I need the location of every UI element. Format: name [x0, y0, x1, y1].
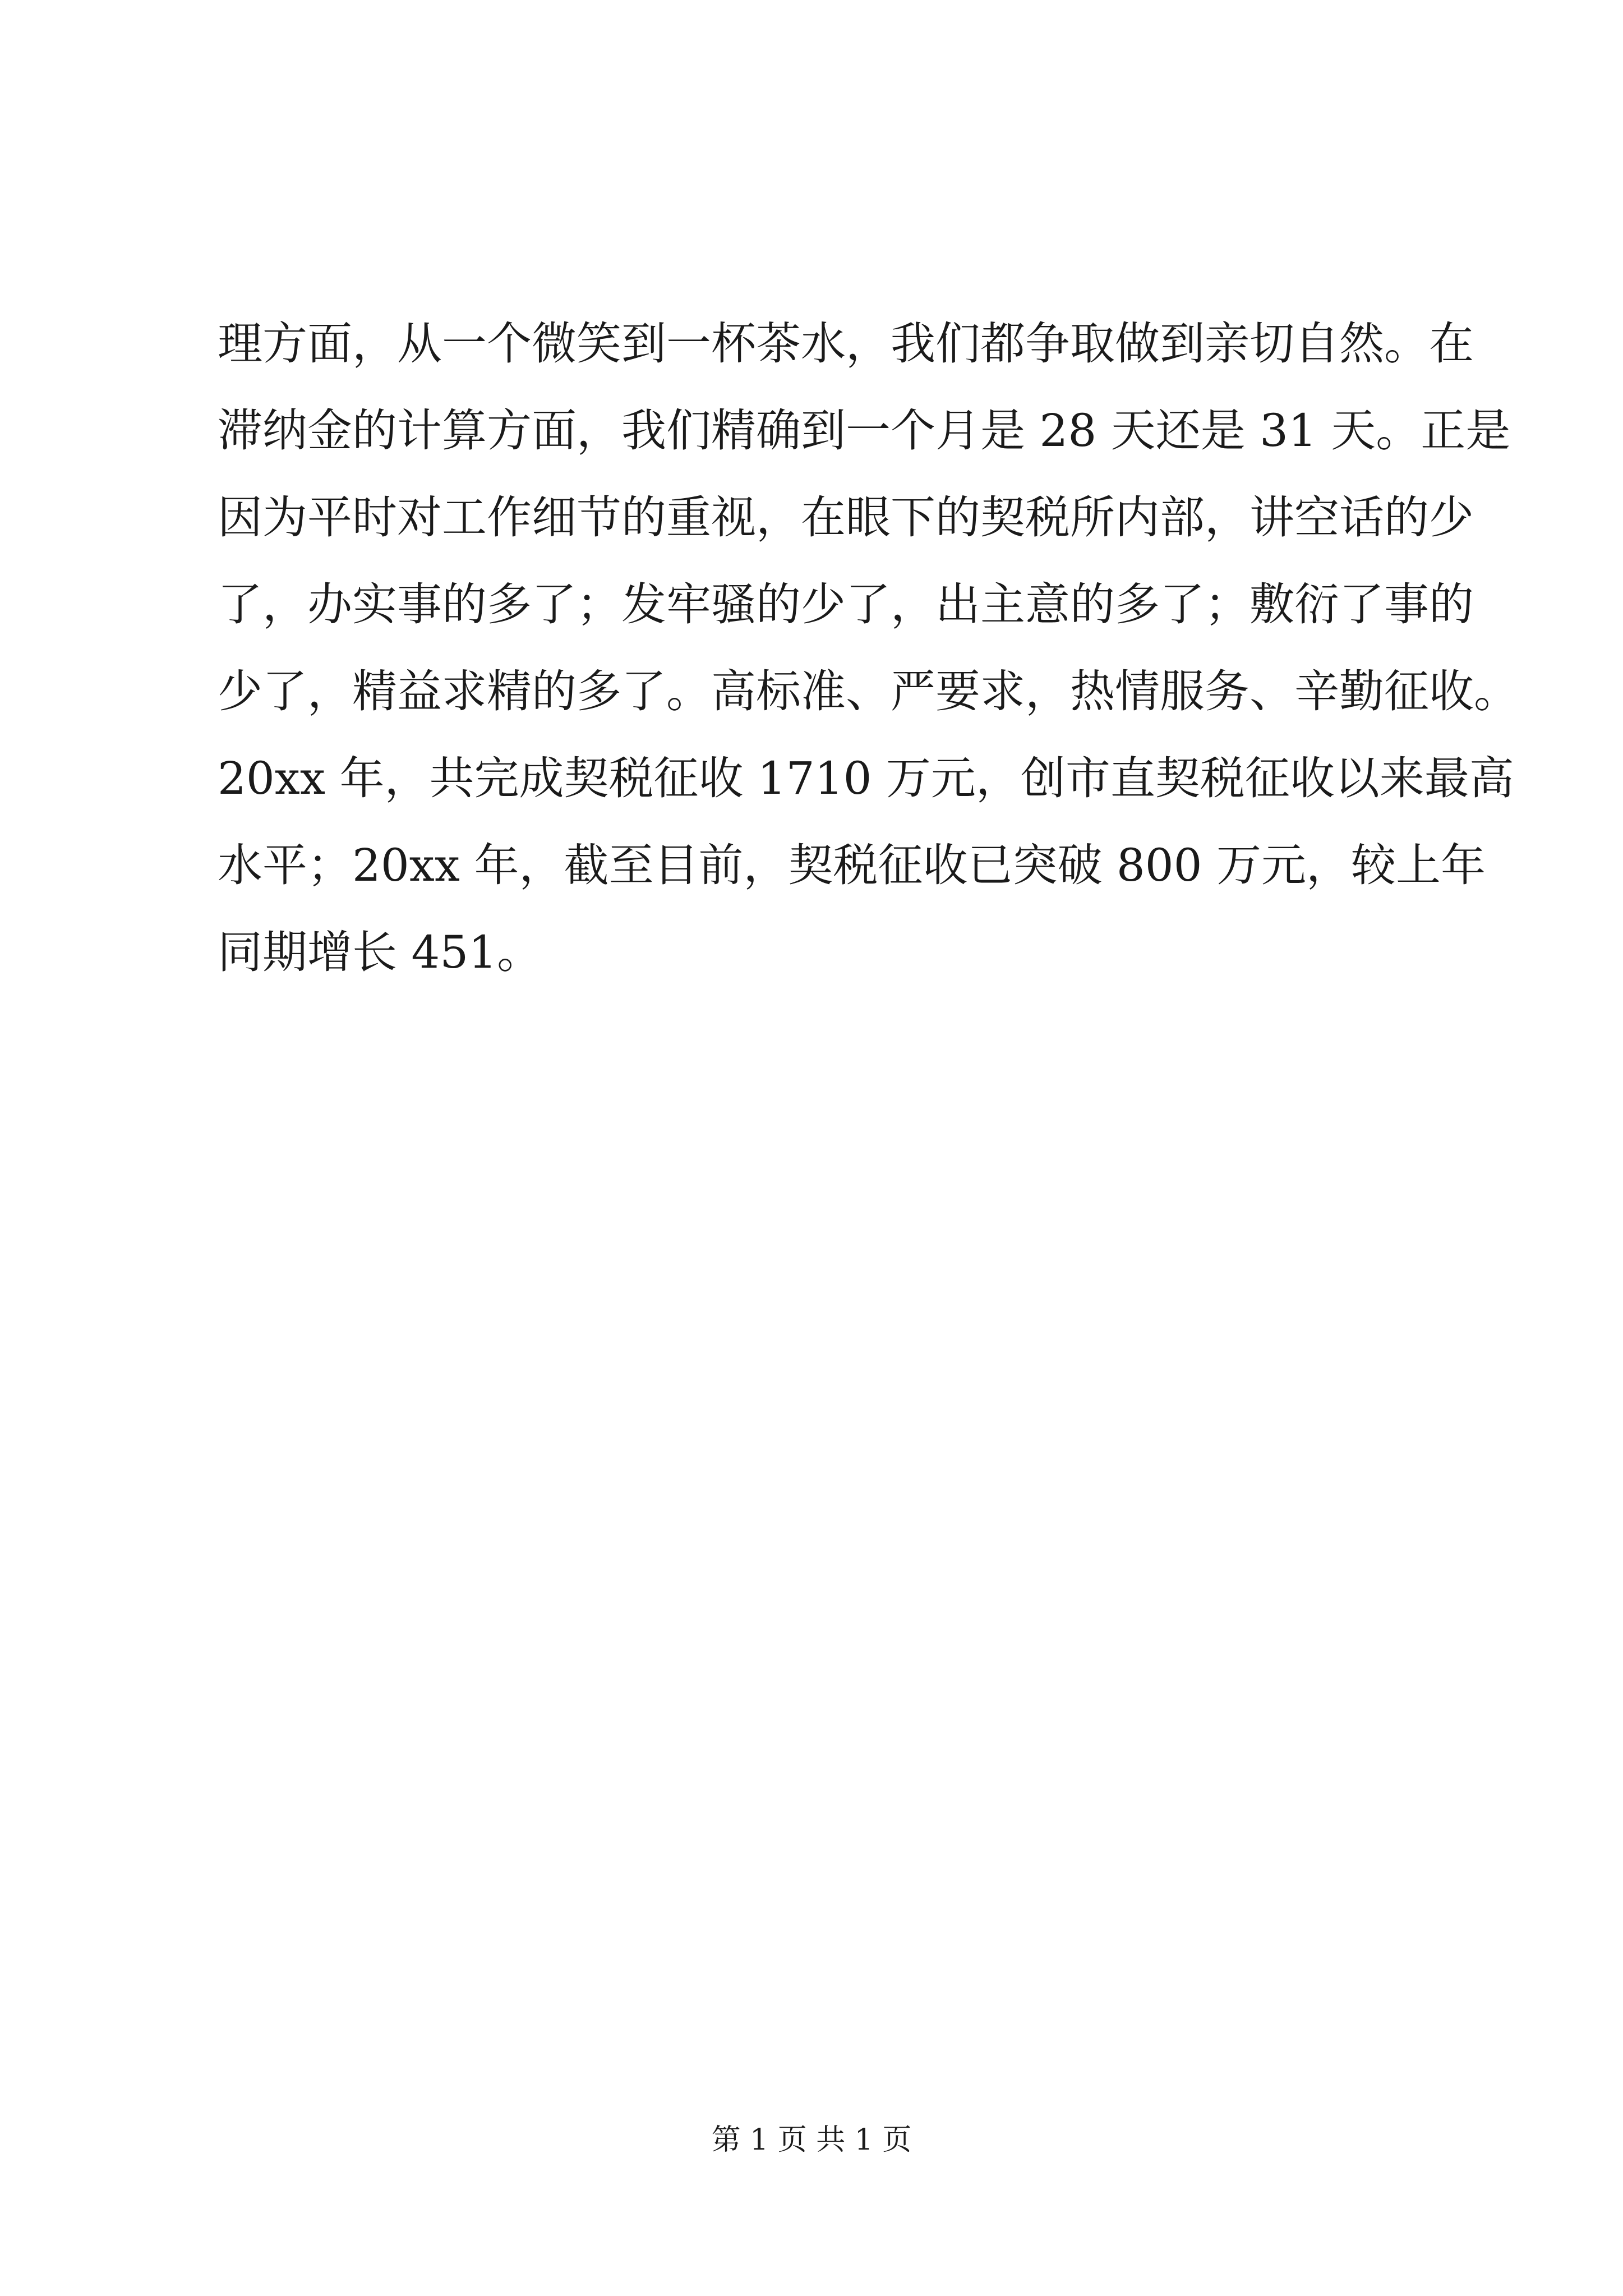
paragraph-line-1: 理方面，从一个微笑到一杯茶水，我们都争取做到亲切自然。在: [218, 318, 1474, 370]
page-footer: 第 1 页 共 1 页: [711, 2123, 912, 2157]
paragraph-line-2: 滞纳金的计算方面，我们精确到一个月是 28 天还是 31 天。正是: [218, 404, 1511, 457]
paragraph-line-6: 20xx 年，共完成契税征收 1710 万元，创市直契税征收以来最高: [218, 752, 1514, 804]
paragraph-line-7: 水平；20xx 年，截至目前，契税征收已突破 800 万元，较上年: [218, 839, 1486, 891]
paragraph-line-8: 同期增长 451。: [218, 926, 542, 978]
paragraph-line-4: 了，办实事的多了；发牢骚的少了，出主意的多了；敷衍了事的: [218, 578, 1474, 631]
paragraph-line-5: 少了，精益求精的多了。高标准、严要求，热情服务、辛勤征收。: [218, 665, 1519, 717]
body-paragraph: [218, 300, 1519, 996]
paragraph-line-3: 因为平时对工作细节的重视，在眼下的契税所内部，讲空话的少: [218, 491, 1474, 544]
